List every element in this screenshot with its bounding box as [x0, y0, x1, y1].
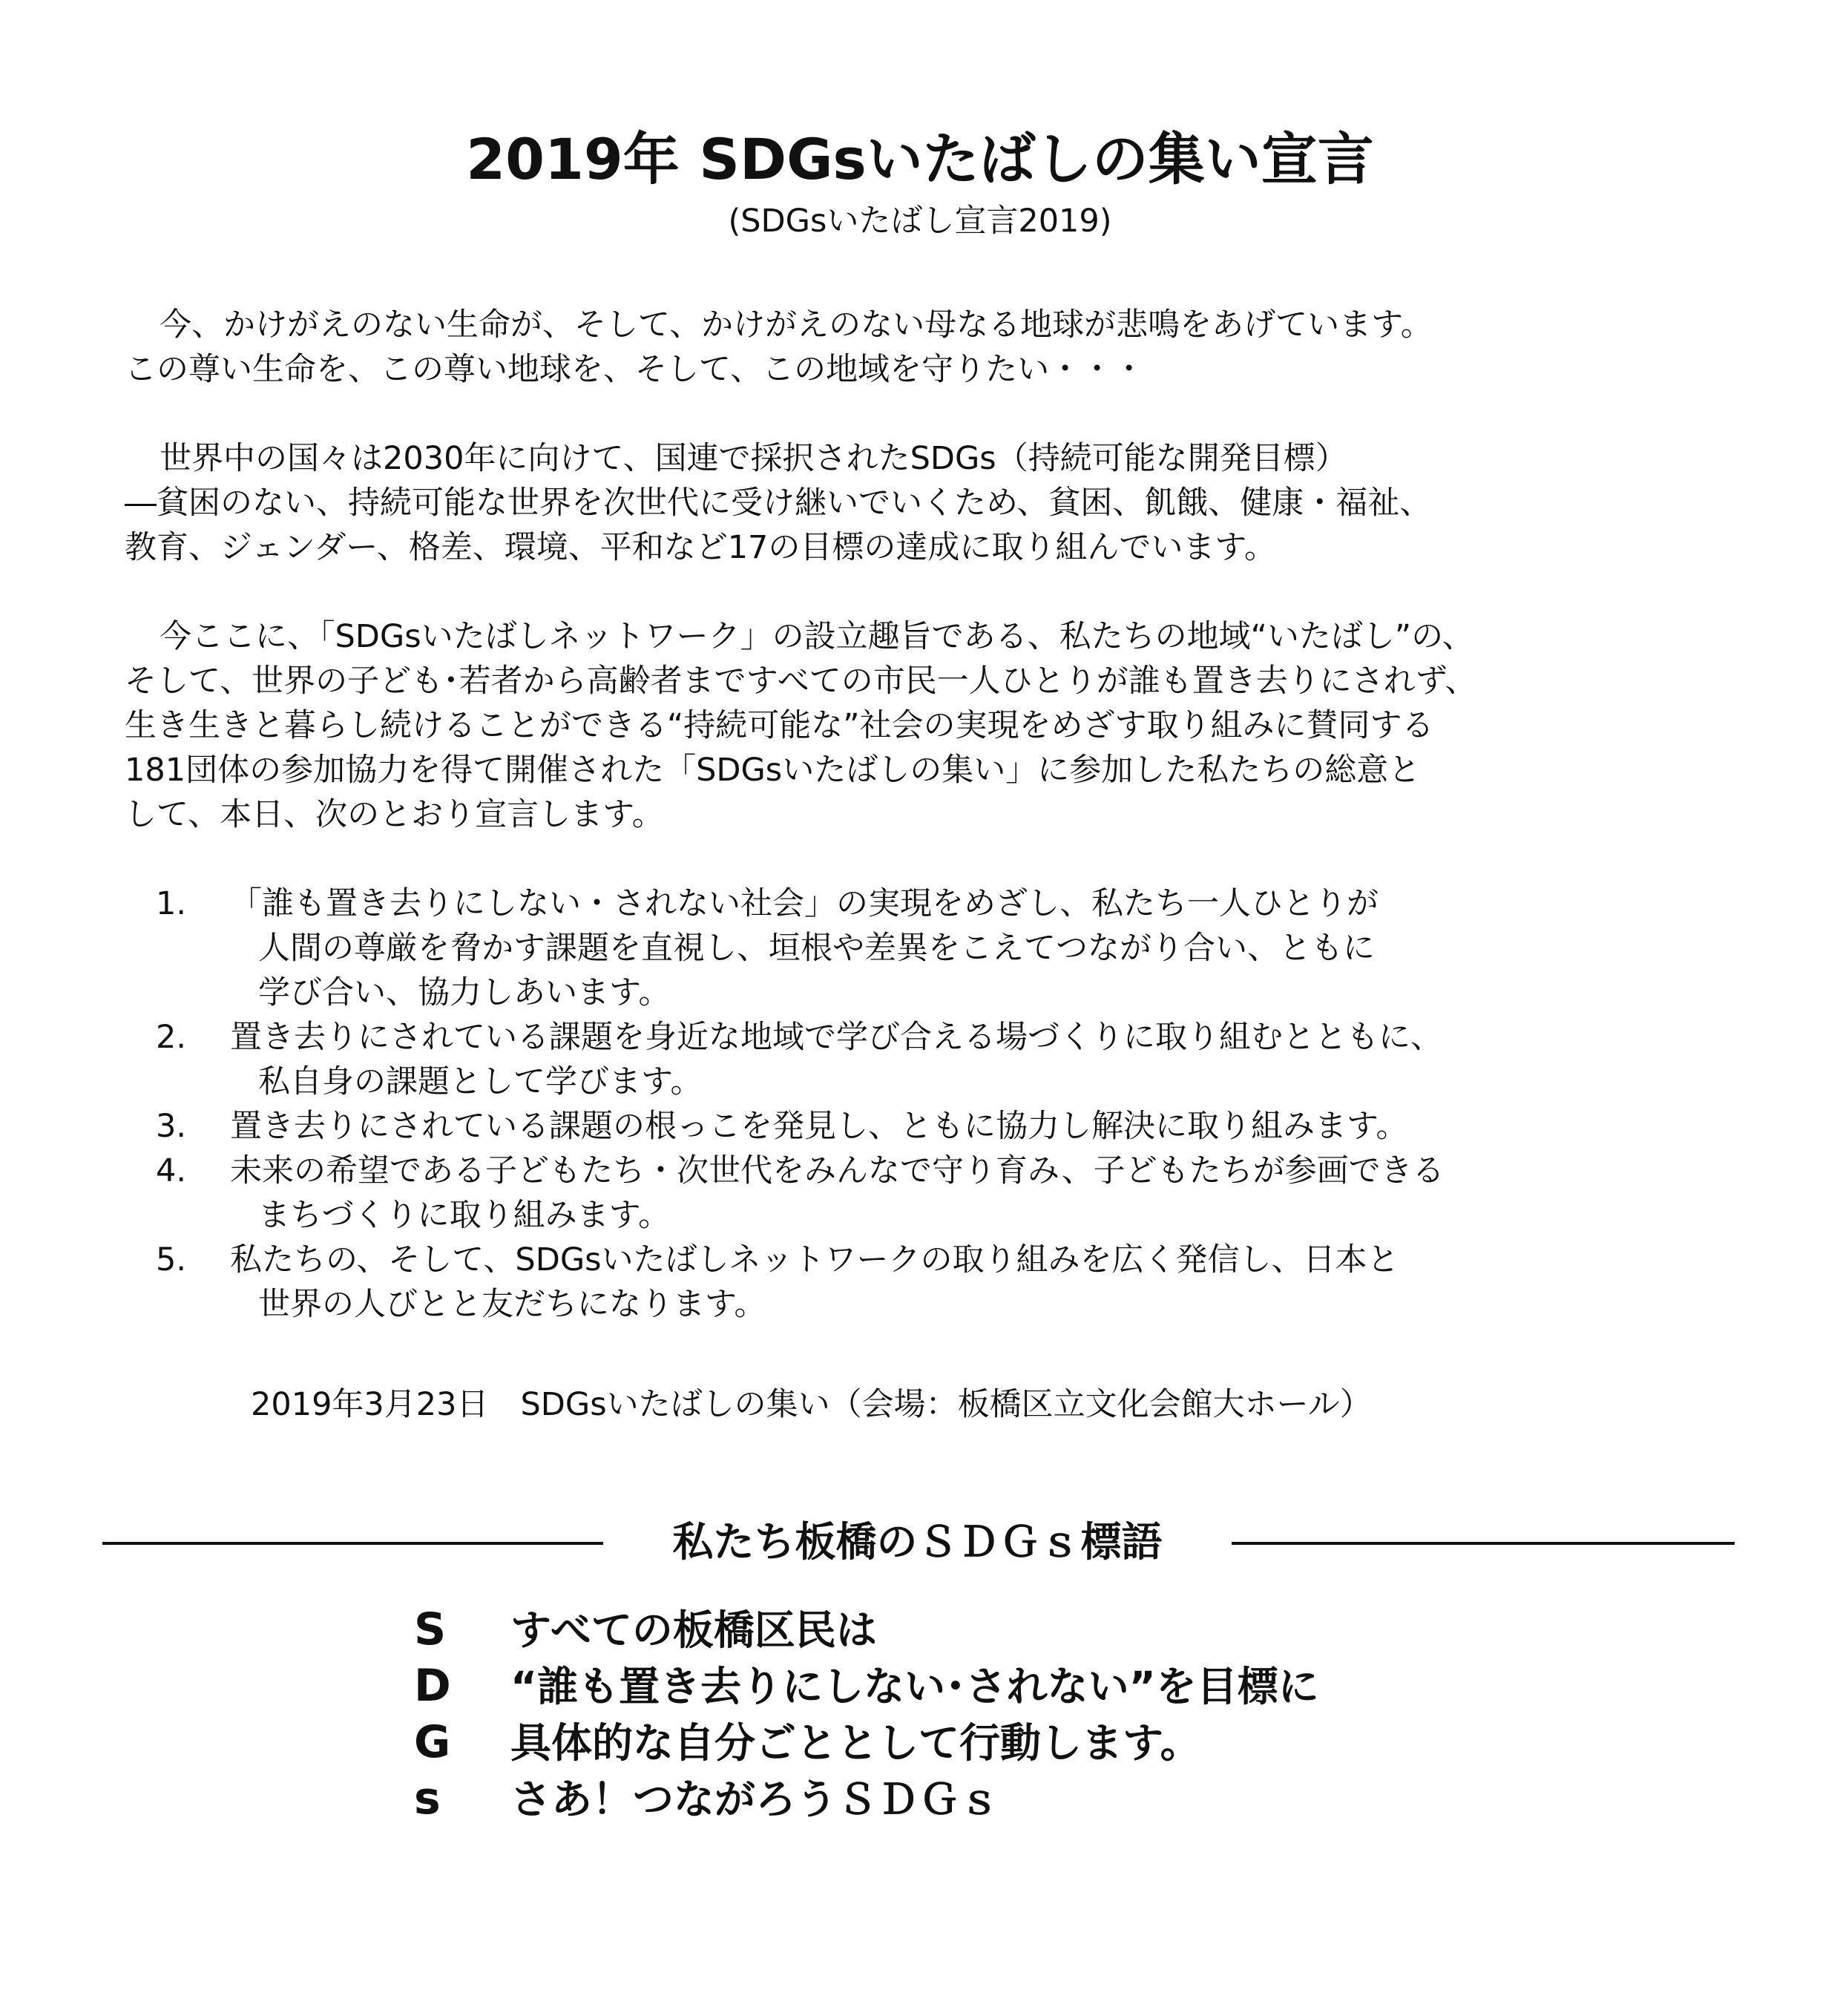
slogan-row: [407, 1770, 1519, 1827]
item-row: [156, 1149, 1751, 1193]
slogan-text: “誰も置き去りにしない･されない”を目標に: [510, 1663, 1319, 1710]
slogan-letter: S: [414, 1603, 447, 1655]
paragraph-line: ―貧困のない、持続可能な世界を次世代に受け継いでいくため、貧困、飢餓、健康・福祉、: [125, 485, 1432, 522]
paragraph-line: 世界中の国々は2030年に向けて、国連で採択されたSDGs（持続可能な開発目標）: [160, 440, 1347, 477]
paragraph-line: して、本日、次のとおり宣言します。: [125, 796, 664, 833]
divider-right: [1232, 1542, 1735, 1545]
item-text: 置き去りにされている課題を身近な地域で学び合える場づくりに取り組むとともに、: [230, 1019, 1442, 1056]
item-number: 3.: [156, 1108, 187, 1145]
item-text: 未来の希望である子どもたち・次世代をみんなで守り育み、子どもたちが参画できる: [230, 1152, 1445, 1189]
slogan-header: [0, 1512, 1840, 1572]
slogan-row: [407, 1714, 1519, 1770]
item-text: 「誰も置き去りにしない・されない社会」の実現をめざし、私たち一人ひとりが: [230, 885, 1379, 922]
item-number: 5.: [156, 1241, 187, 1278]
slogan-letter: G: [414, 1716, 451, 1768]
item-text: まちづくりに取り組みます。: [258, 1197, 671, 1234]
item-text: 私自身の課題として学びます。: [258, 1063, 703, 1100]
item-number: 1.: [156, 885, 187, 922]
paragraph-line: 今ここに、「SDGsいたばしネットワーク」の設立趣旨である、私たちの地域“いたばし”の、: [160, 618, 1474, 655]
declaration-item-5: [156, 1238, 1751, 1327]
slogan-text: さあ！つながろうＳＤＧｓ: [510, 1776, 1001, 1823]
paragraph-line: 生き生きと暮らし続けることができる“持続可能な”社会の実現をめざす取り組みに賛同する: [125, 707, 1434, 744]
item-row: [156, 1238, 1751, 1282]
slogan-row: [407, 1658, 1519, 1714]
slogan-letter: s: [414, 1773, 441, 1825]
slogan-list: [407, 1601, 1519, 1827]
paragraph-line: 今、かけがえのない生命が、そして、かけがえのない母なる地球が悲鳴をあげています。: [160, 306, 1433, 344]
item-text: 世界の人びとと友だちになります。: [258, 1286, 766, 1323]
divider-left: [102, 1542, 603, 1545]
slogan-row: [407, 1601, 1519, 1658]
slogan-text: すべての板橋区民は: [510, 1606, 877, 1654]
page-subtitle: (SDGsいたばし宣言2019): [728, 203, 1112, 240]
paragraph-3: [125, 614, 1757, 837]
paragraph-1: [125, 303, 1757, 392]
item-text: 私たちの、そして、SDGsいたばしネットワークの取り組みを広く発信し、日本と: [230, 1241, 1399, 1278]
item-row: [156, 1104, 1751, 1149]
declaration-items: [156, 881, 1751, 1327]
date-venue-line: 2019年3月23日 SDGsいたばしの集い（会場：板橋区立文化会館大ホール）: [251, 1386, 1372, 1423]
paragraph-line: そして、世界の子ども･若者から高齢者まですべての市民一人ひとりが誰も置き去りにされず、: [125, 663, 1477, 700]
declaration-item-3: [156, 1104, 1751, 1149]
item-number: 2.: [156, 1019, 187, 1056]
item-row: [156, 1015, 1751, 1060]
item-row: [156, 881, 1751, 926]
declaration-item-1: [156, 881, 1751, 1015]
declaration-item-4: [156, 1149, 1751, 1238]
paragraph-2: [125, 436, 1757, 570]
paragraph-line: 教育、ジェンダー、格差、環境、平和など17の目標の達成に取り組んでいます。: [125, 529, 1276, 566]
item-text: 置き去りにされている課題の根っこを発見し、ともに協力し解決に取り組みます。: [230, 1108, 1408, 1145]
page-title: 2019年 SDGsいたばしの集い宣言: [466, 126, 1374, 192]
slogan-title: 私たち板橋のＳＤＧｓ標語: [672, 1518, 1163, 1566]
paragraph-line: この尊い生命を、この尊い地球を、そして、この地域を守りたい・・・: [125, 351, 1146, 388]
declaration-item-2: [156, 1015, 1751, 1104]
item-text: 人間の尊厳を脅かす課題を直視し、垣根や差異をこえてつながり合い、ともに: [258, 930, 1375, 967]
item-text: 学び合い、協力しあいます。: [258, 974, 671, 1011]
paragraph-line: 181団体の参加協力を得て開催された「SDGsいたばしの集い」に参加した私たちの総意と: [125, 752, 1421, 789]
item-number: 4.: [156, 1152, 187, 1189]
slogan-letter: D: [414, 1660, 451, 1712]
slogan-text: 具体的な自分ごととして行動します。: [510, 1719, 1201, 1767]
